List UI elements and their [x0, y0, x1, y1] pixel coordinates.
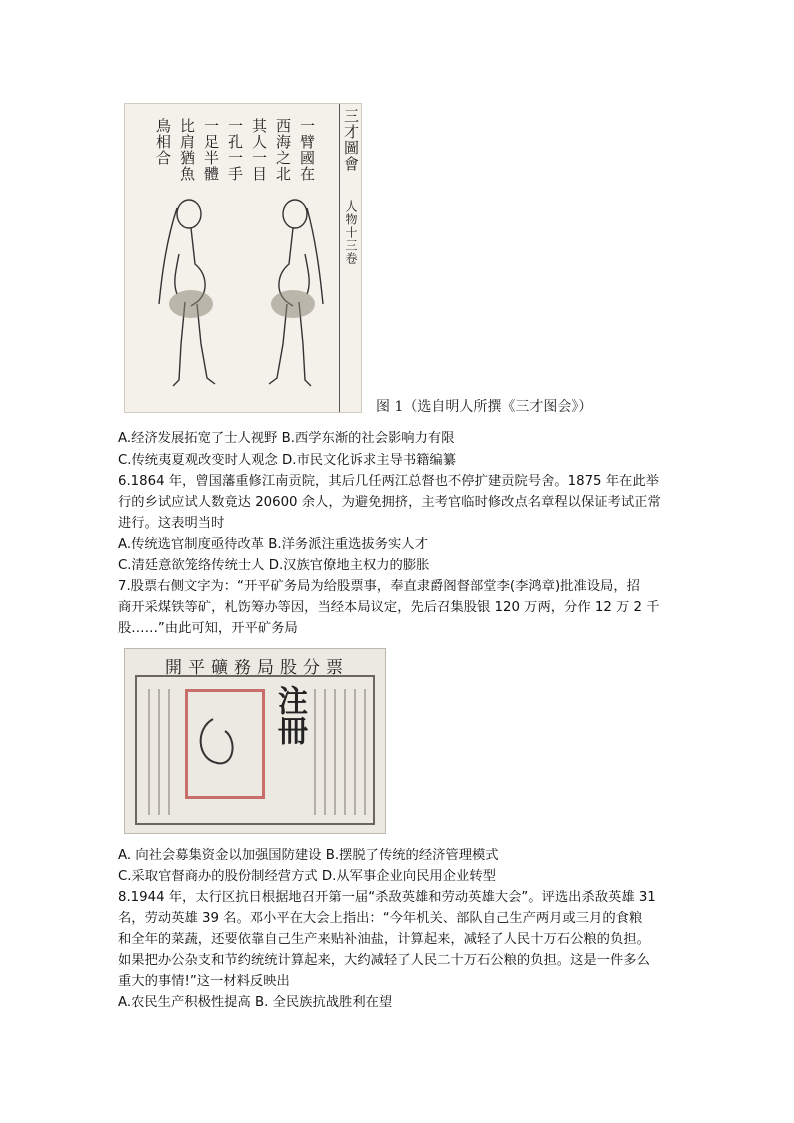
figure-1-text-column: 西海之北	[274, 118, 292, 182]
left-figure-skirt	[169, 290, 213, 318]
q8-stem-line: 重大的事情!”这一材料反映出	[118, 974, 290, 989]
q6-options-ab: A.传统选官制度亟待改革 B.洋务派注重选拔务实人才	[118, 537, 428, 552]
figure-1-text-column: 一孔一手	[226, 118, 244, 182]
certificate-text-lines	[125, 649, 385, 833]
q6-options-cd: C.清廷意欲笼络传统士人 D.汉族官僚地主权力的膨胀	[118, 558, 430, 573]
q8-stem-line: 和全年的菜蔬，还要依靠自己生产来贴补油盐，计算起来，减轻了人民十万石公粮的负担。	[118, 932, 650, 947]
certificate-handwritten-mark: 注冊	[272, 685, 307, 745]
q8-stem-line: 如果把办公杂支和节约统统计算起来，大约减轻了人民二十万石公粮的负担。这是一件多么	[118, 953, 650, 968]
figure-1-illustration	[124, 103, 362, 413]
q7-stem-line: 股……”由此可知，开平矿务局	[118, 621, 298, 636]
figure-1-text-column: 比肩猶魚	[178, 118, 196, 182]
figure-1-caption: 图 1（选自明人所撰《三才图会》）	[376, 399, 593, 415]
figure-1-text-column: 一足半體	[202, 118, 220, 182]
q5-options-ab: A.经济发展拓宽了士人视野 B.西学东渐的社会影响力有限	[118, 431, 455, 446]
q6-stem-line: 6.1864 年，曾国藩重修江南贡院，其后几任两江总督也不停扩建贡院号舍。1875 年在此举	[118, 474, 659, 489]
q7-options-ab: A. 向社会募集资金以加强国防建设 B.摆脱了传统的经济管理模式	[118, 848, 499, 863]
q7-stem-line: 7.股票右侧文字为：“开平矿务局为给股票事，奉直隶爵阁督部堂李(李鸿章)批准设局，招	[118, 579, 640, 594]
q6-stem-line: 行的乡试应试人数竟达 20600 余人，为避免拥挤，主考官临时修改点名章程以保证考试正常	[118, 495, 661, 510]
right-figure-skirt	[271, 290, 315, 318]
figure-1-text-column: 一臂國在	[298, 118, 316, 182]
figure-1-text-column: 鳥相合	[154, 118, 172, 166]
q7-options-cd: C.采取官督商办的股份制经营方式 D.从军事企业向民用企业转型	[118, 869, 496, 884]
q8-stem-line: 名，劳动英雄 39 名。邓小平在大会上指出：“今年机关、部队自己生产两月或三月的食粮	[118, 911, 643, 926]
figure-1-text-column: 其人一目	[250, 118, 268, 182]
q5-options-cd: C.传统夷夏观改变时人观念 D.市民文化诉求主导书籍编纂	[118, 453, 457, 468]
certificate-title: 開平礦務局股分票	[165, 658, 349, 678]
figure-1-side-label: 人物十三卷	[344, 200, 358, 265]
figure-2-stock-certificate	[124, 648, 386, 834]
figure-1-drawing	[125, 104, 361, 412]
q7-stem-line: 商开采煤铁等矿，札饬筹办等因，当经本局议定，先后召集股银 120 万两，分作 12 万 2 千	[118, 600, 660, 615]
q8-stem-line: 8.1944 年，太行区抗日根据地召开第一届“杀敌英雄和劳动英雄大会”。评选出杀敌英雄 31	[118, 890, 656, 905]
q6-stem-line: 进行。这表明当时	[118, 516, 225, 531]
q8-options-ab: A.农民生产积极性提高 B. 全民族抗战胜利在望	[118, 995, 393, 1010]
figure-1-header-text: 三才圖會	[342, 108, 360, 172]
